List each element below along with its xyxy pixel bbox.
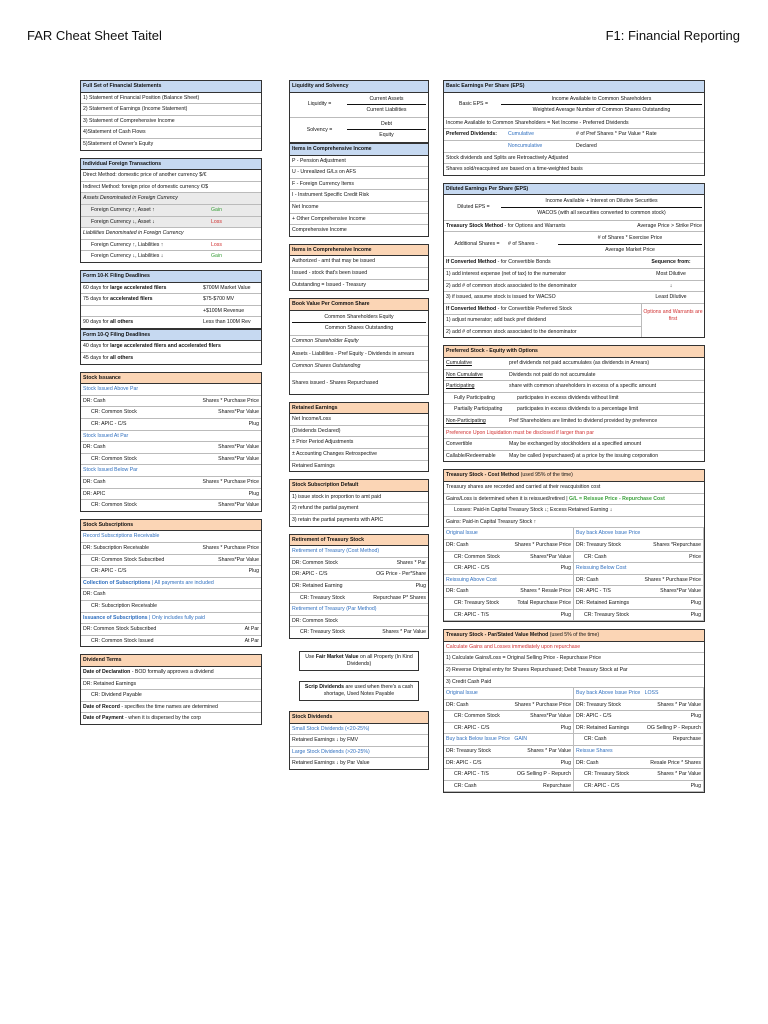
list-item: Non Cumulative Dividends not paid do not accumulate [444,370,704,382]
journal-row: CR: Treasury Stock Total Repurchase Price [444,598,574,610]
journal-row: DR: Retained Earning Plug [290,581,428,593]
journal-row: CR: Treasury Stock Repurchase P* Shares [290,593,428,605]
box-title: Book Value Per Common Share [290,299,428,311]
journal-row: DR: APIC - C/S Plug [444,758,574,770]
list-item: Issuance of Subscriptions | Only includes fully paid [81,613,261,625]
list-item: Date of Record - specifies the time names are determined [81,702,261,714]
list-item: Foreign Currency ↑, Liabilities ↑ Loss [81,240,261,252]
box-title: Treasury Stock - Cost Method (used 95% of the time) [444,470,704,482]
journal-row: DR: Cash Shares * Purchase Price [574,575,704,587]
list-item: Collection of Subscriptions | All payments are included [81,578,261,590]
journal-row: CR: Cash Price [574,552,704,564]
list-item: Foreign Currency ↓, Asset ↓ Loss [81,217,261,229]
list-item: 3) Credit Cash Paid [444,677,704,689]
list-item: If Converted Method - for Convertible Bonds Sequence from: [444,257,704,269]
entry-label: Buy back Below Issue Price GAIN [444,734,574,746]
treasury-par-entries [444,688,704,792]
list-item: I - Instrument Specific Credit Risk [290,190,428,202]
basic-eps-box [443,80,705,176]
list-item: 2) add # of common stock associated to the denominator [446,328,577,335]
list-item: 2) Statement of Earnings (Income Statement) [81,104,261,116]
list-item: 4)Statement of Cash Flows [81,127,261,139]
journal-row: CR: APIC - T/S OG Selling P - Repurch [444,769,574,781]
journal-row: DR: Cash Shares * Purchase Price [444,540,574,552]
list-item: F - Foreign Currency Items [290,179,428,191]
treasury-cost-entries [444,528,704,621]
box-title: Retirement of Treasury Stock [290,535,428,547]
journal-row: DR: Cash Shares * Purchase Price [81,396,261,408]
journal-row: CR: Common Stock Subscribed Shares*Par Value [81,555,261,567]
journal-row: DR: Cash Shares * Resale Price [444,586,574,598]
diluted-eps-formula: Diluted EPS = Income Available + Interest on Dilutive Securities WACOS (with all securities converted to common stock) [444,195,704,220]
list-item: ± Accounting Changes Retrospective [290,449,428,461]
column-1 [80,80,262,732]
list-item: Non-Participating Pref Shareholders are limited to dividend provided by preference [444,416,704,428]
journal-row: DR: Treasury Stock Shares *Repurchase [574,540,704,552]
box-title: Full Set of Financial Statements [81,81,261,93]
list-item: 1) issue stock in proportion to amt paid [290,492,428,504]
list-item: Losses: Paid-in Capital Treasury Stock ↓; Excess Retained Earning ↓ [444,505,704,517]
list-item: 1) add interest expense (net of tax) to the numerator Most Dilutive [444,269,704,281]
journal-row: CR: Common Stock Shares*Par Value [81,407,261,419]
book-value-box [289,298,429,395]
box-title: Stock Issuance [81,373,261,385]
list-item: Foreign Currency ↓, Liabilities ↓ Gain [91,253,222,260]
list-item: Direct Method: domestic price of another currency $/€ [81,170,261,182]
list-item: Indirect Method: foreign price of domestic currency €/$ [81,182,261,194]
entry-label: Original Issue [444,528,574,540]
list-item: Retirement of Treasury (Cost Method) [290,546,428,558]
list-item: Fully Participating participates in excess dividends without limit [444,393,704,405]
list-item: Issued - stock that's been issued [290,268,428,280]
treasury-cost-box [443,469,705,622]
stock-dividends-box [289,711,429,770]
box-title: Treasury Stock - Par/Stated Value Method (used 5% of the time) [444,630,704,642]
journal-row: DR: Common Stock Shares * Par [290,558,428,570]
list-item: Calculate Gains and Losses immediately upon repurchase [444,642,704,654]
box-title: Diluted Earnings Per Share (EPS) [444,184,704,196]
list-item: Stock Issued Below Par [81,465,261,477]
basic-eps-formula: Basic EPS = Income Available to Common Shareholders Weighted Average Number of Common Shares Outstanding [444,93,704,118]
list-item: 45 days for all others [83,355,134,362]
journal-row: CR: Dividend Payable [81,690,261,702]
list-item: Callable/Redeemable May be called (repurchased) at a price by the issuing corporation [446,452,659,459]
entry-label: Original Issue [444,688,574,700]
box-title: Dividend Terms [81,655,261,667]
journal-row: DR: Common Stock Subscribed At Par [81,624,261,636]
list-item: 1) adjust numerator; add back pref dividend [444,315,641,327]
scrip-note: Scrip Dividends are used when there's a cash shortage, Used Notes Payable [299,681,419,701]
stock-subscriptions-box [80,519,262,648]
journal-row: DR: APIC Plug [81,489,261,501]
journal-row: CR: Treasury Stock Plug [574,610,704,622]
journal-row: CR: Subscription Receivable [81,601,261,613]
list-item: Participating share with common shareholders in excess of a specific amount [444,381,704,393]
list-item: Partially Participating participates in excess dividends to a percentage limit [444,404,704,416]
list-item: Retained Earnings [292,462,335,469]
journal-row: DR: APIC - C/S Plug [574,711,704,723]
box-title: Items in Comprehensive Income [290,245,428,257]
box-title: Stock Subscription Default [290,480,428,492]
list-item: Convertible May be exchanged by stockholders at a specified amount [444,439,704,451]
box-title: Retained Earnings [290,403,428,415]
list-item: 40 days for large accelerated filers and accelerated filers [81,341,261,353]
converted-preferred-block [444,304,704,338]
box-title: Individual Foreign Transactions [81,159,261,171]
list-item: Retained Earnings ↓ by Par Value [292,760,370,767]
comprehensive-income-box [289,143,429,237]
list-item: Net Income [290,202,428,214]
list-item: 2) add # of common stock associated to the denominator ↓ [444,281,704,293]
list-item: Retained Earnings ↓ by FMV [290,735,428,747]
box-title: Items in Comprehensive Income [290,144,428,156]
sheet-subject: F1: Financial Reporting [605,28,740,43]
box-title: Form 10-Q Filing Deadlines [81,330,261,342]
fmv-note: Use Fair Market Value on all Property (In Kind Dividends) [299,651,419,671]
list-item: 3) retain the partial payments with APIC [292,517,384,523]
journal-row: CR: Treasury Stock Shares * Par Value [574,769,704,781]
journal-row: DR: Retained Earnings OG Selling P - Repurch [574,723,704,735]
list-item: Net Income/Loss [290,414,428,426]
stock-issuance-box [80,372,262,512]
list-item: 90 days for all others Less than 100M Rev [83,319,251,326]
list-item: Outstanding = Issued - Treasury [292,281,366,288]
journal-row: DR: Treasury Stock Shares * Par Value [444,746,574,758]
journal-row: CR: Common Stock Shares*Par Value [444,552,574,564]
list-item: (Dividends Declared) [290,426,428,438]
journal-row: CR: APIC - C/S Plug [81,566,261,578]
treasury-par-box [443,629,705,793]
journal-row: CR: Common Stock Shares*Par Value [444,711,574,723]
list-item: Treasury Stock Method - for Options and Warrants Average Price > Strike Price [444,221,704,233]
list-item: Noncumulative Declared [444,141,704,153]
box-title: Stock Subscriptions [81,520,261,532]
list-item: +$100M Revenue [81,306,261,318]
journal-row: DR: Retained Earnings [81,679,261,691]
journal-row: DR: Cash Shares*Par Value [81,442,261,454]
list-item: If Converted Method - for Convertible Preferred Stock [444,304,641,316]
form-10k-box [80,270,262,329]
list-item: Comprehensive Income [292,227,347,234]
journal-row: DR: Cash Shares * Purchase Price [81,477,261,489]
entry-label: Reissue Shares [574,746,704,758]
list-item: 2) Reverse Original entry for Shares Repurchased; Debit Treasury Stock at Par [444,665,704,677]
list-item: Cumulative pref dividends not paid accumulates (as dividends in Arrears) [444,358,704,370]
journal-row: DR: Cash Shares * Purchase Price [444,700,574,712]
liquidity-formula: Liquidity = Current Assets Current Liabilities [290,93,428,118]
list-item: Preference Upon Liquidation must be disclosed if larger than par [444,428,704,440]
list-item: U - Unrealized G/Ls on AFS [290,167,428,179]
entry-label: Reissuing Above Cost [444,575,574,587]
diluted-eps-box [443,183,705,339]
box-title: Preferred Stock - Equity with Options [444,346,704,358]
list-item: Assets Denominated in Foreign Currency [81,193,261,205]
list-item: Shares issued - Shares Repurchased [292,379,379,386]
list-item: Foreign Currency ↑, Asset ↑ Gain [81,205,261,217]
column-3 [443,80,705,800]
journal-row: DR: Common Stock [290,616,428,628]
sheet-title: FAR Cheat Sheet Taitel [27,28,162,43]
list-item: Stock dividends and Splits are Retroactively Adjusted [444,153,704,165]
journal-row: CR: Treasury Stock Shares * Par Value [300,629,426,636]
list-item: Preferred Dividends: Cumulative # of Pref Shares * Par Value * Rate [444,129,704,141]
entry-label: Reissuing Below Cost [574,563,704,575]
preferred-stock-box [443,345,705,462]
journal-row: CR: APIC - C/S Plug [81,419,261,431]
list-item: + Other Comprehensive Income [290,214,428,226]
list-item: Record Subscriptions Receivable [81,531,261,543]
column-2 [289,80,429,777]
list-item: Gains: Paid-in Capital Treasury Stock ↑ [444,517,704,529]
options-first-note: Options and Warrants are first [641,304,704,338]
box-title: Stock Dividends [290,712,428,724]
additional-shares-formula: Additional Shares = # of Shares - # of Shares * Exercise Price Average Market Price [444,232,704,257]
list-item: Income Available to Common Shareholders = Net Income - Preferred Dividends [444,118,704,130]
list-item: Treasury shares are recorded and carried at their reacquisition cost [444,482,704,494]
list-item: Gains/Loss is determined when it is reissued/retired | G/L = Reissue Price - Repurchase Cost [444,494,704,506]
list-item: 75 days for accelerated filers $75-$700 MV [81,294,261,306]
journal-row: DR: Cash Resale Price * Shares [574,758,704,770]
list-item: ± Prior Period Adjustments [290,437,428,449]
list-item: Stock Issued Above Par [81,384,261,396]
subscription-default-box [289,479,429,526]
entry-label: Buy back Above Issue Price [574,528,704,540]
journal-row: DR: Treasury Stock Shares * Par Value [574,700,704,712]
retirement-treasury-box [289,534,429,639]
journal-row: CR: Common Stock Issued At Par [91,637,259,644]
foreign-transactions-box [80,158,262,263]
list-item: Common Shares Outstanding [290,361,428,373]
list-item: Common Shareholder Equity [290,336,428,348]
journal-row: DR: APIC - T/S Shares*Par Value [574,586,704,598]
list-item: 60 days for large accelerated filers $700M Market Value [81,283,261,295]
solvency-formula: Solvency = Debt Equity [290,118,428,142]
journal-row: DR: APIC - C/S OG Price - Per*Share [290,569,428,581]
list-item: 3) if issued, assume stock is issued for WACSO Least Dilutive [444,292,704,304]
retained-earnings-box [289,402,429,473]
list-item: Stock Issued At Par [81,431,261,443]
financial-statements-box [80,80,262,151]
dividend-terms-box [80,654,262,725]
liquidity-solvency-box [289,80,429,143]
journal-row: DR: Subscription Receivable Shares * Purchase Price [81,543,261,555]
box-title: Liquidity and Solvency [290,81,428,93]
list-item: 1) Calculate Gains/Loss = Original Selling Price - Repurchase Price [444,653,704,665]
journal-row: CR: APIC - C/S Plug [444,563,574,575]
journal-row: CR: APIC - C/S Plug [574,781,704,793]
list-item: Large Stock Dividends (>20-25%) [290,747,428,759]
list-item: 5)Statement of Owner's Equity [83,140,154,147]
list-item: 1) Statement of Financial Position (Balance Sheet) [81,93,261,105]
journal-row: CR: Common Stock Shares*Par Value [91,502,259,509]
journal-row: CR: Cash Repurchase [574,734,704,746]
journal-row: CR: Cash Repurchase [444,781,574,793]
share-terms-box [289,244,429,291]
list-item: P - Pension Adjustment [290,156,428,168]
list-item: Date of Declaration - BOD formally approves a dividend [81,667,261,679]
book-value-formula: Common Shareholders Equity Common Shares Outstanding [290,311,428,336]
journal-row: CR: APIC - C/S Plug [444,723,574,735]
list-item: Retirement of Treasury (Par Method) [290,604,428,616]
list-item: Small Stock Dividends (<20-25%) [290,724,428,736]
list-item: Shares sold/reacquired are based on a time-weighted basis [446,166,583,173]
list-item: 3) Statement of Comprehensive Income [81,116,261,128]
list-item: Liabilities Denominated in Foreign Currency [81,228,261,240]
journal-row: CR: APIC - T/S Plug [444,610,574,622]
list-item: Date of Payment - when it is dispersed by the corp [83,715,201,722]
journal-row: DR: Cash [81,589,261,601]
list-item: Assets - Liabilities - Pref Equity - Dividends in arrears [290,347,428,361]
form-10q-box [80,329,262,365]
entry-label: Buy back Above Issue Price LOSS [574,688,704,700]
list-item: Authorized - amt that may be issued [290,256,428,268]
journal-row: CR: Common Stock Shares*Par Value [81,454,261,466]
box-title: Basic Earnings Per Share (EPS) [444,81,704,93]
box-title: Form 10-K Filing Deadlines [81,271,261,283]
list-item: 2) refund the partial payment [290,503,428,515]
journal-row: DR: Retained Earnings Plug [574,598,704,610]
